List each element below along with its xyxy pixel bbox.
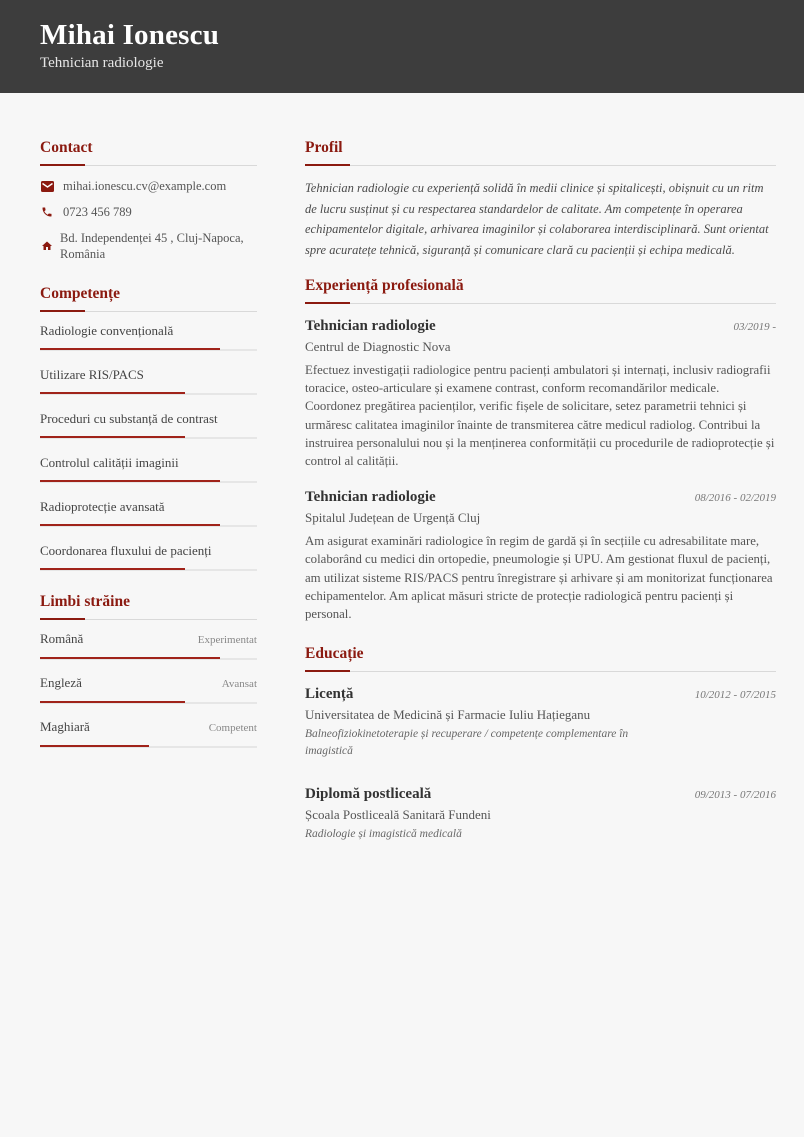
specialization: Balneofiziokinetoterapie și recuperare / competențe complementare în imagistică [305, 728, 629, 758]
mail-icon [40, 178, 54, 194]
skill-bar [40, 436, 257, 439]
education-item [305, 784, 776, 843]
job-role: Tehnician radiologie [305, 318, 436, 334]
skill-bar [40, 524, 257, 527]
skill-label: Proceduri cu substanță de contrast [40, 411, 218, 426]
candidate-title: Tehnician radiologie [40, 55, 164, 71]
section-divider [40, 618, 257, 620]
job-organization: Spitalul Județean de Urgență Cluj [305, 510, 481, 526]
skill-label: Controlul calității imaginii [40, 455, 179, 470]
language-label: Engleză [40, 675, 82, 690]
language-bar [40, 745, 257, 748]
language-level: Competent [208, 722, 257, 734]
experience-section [305, 276, 776, 623]
education-item [305, 684, 776, 760]
section-title: Limbi străine [40, 593, 130, 610]
section-title: Experiență profesională [305, 277, 464, 294]
experience-item [305, 487, 776, 623]
resume-header [0, 0, 804, 93]
contact-section [40, 138, 257, 262]
contact-email[interactable] [40, 178, 257, 194]
degree: Diplomă postliceală [305, 786, 432, 803]
home-icon [40, 238, 54, 254]
skill-bar [40, 348, 257, 351]
contact-address [40, 230, 257, 262]
education-date: 09/2013 - 07/2016 [694, 789, 776, 802]
section-divider [40, 310, 257, 312]
profile-section [305, 138, 776, 260]
language-label: Română [40, 631, 84, 646]
section-title: Contact [40, 139, 93, 156]
profile-text: Tehnician radiologie cu experiență solidă în medii clinice și spitalicești, obișnuit cu un ritm de lucru susținut și cu respectarea standardelor de calitate. Am competențe în operarea echipamentelor digitale, arhivarea imaginilor și colaborarea interdisciplinară. Sunt orientat spre acuratețe tehnică, siguranță și comunicare clară cu pacienții și echipa medicală. [305, 181, 769, 257]
skill-item [40, 542, 257, 586]
language-item [40, 718, 257, 762]
section-divider [40, 164, 257, 166]
section-title: Profil [305, 139, 343, 156]
school: Universitatea de Medicină și Farmacie Iuliu Hațieganu [305, 707, 591, 723]
contact-phone[interactable] [40, 204, 257, 220]
skill-label: Radioprotecție avansată [40, 499, 165, 514]
section-title: Competențe [40, 285, 121, 302]
contact-email-text: mihai.ionescu.cv@example.com [63, 179, 227, 193]
language-label: Maghiară [40, 719, 90, 734]
section-divider [305, 164, 776, 166]
skill-item [40, 498, 257, 542]
skill-bar [40, 480, 257, 483]
language-item [40, 674, 257, 718]
job-date: 03/2019 - [733, 321, 776, 333]
language-level: Avansat [221, 678, 257, 690]
skill-item [40, 322, 257, 366]
skills-section [40, 284, 257, 586]
job-description: Am asigurat examinări radiologice în regim de gardă și în secțiile cu adresabilitate mare, colaborând cu medici din ortopedie, pneumologie și UPU. Am gestionat fluxul de pacienți, am utilizat sisteme RIS/PACS pentru înregistrare și arhivare și am monitorizat funcționarea echipamentelor. Am aplicat măsuri stricte de protecție radiologică pentru pacienți și personal. [305, 534, 773, 622]
language-bar [40, 657, 257, 660]
education-section [305, 644, 776, 843]
degree: Licență [305, 686, 354, 703]
job-organization: Centrul de Diagnostic Nova [305, 339, 451, 354]
language-item [40, 630, 257, 674]
skill-item [40, 454, 257, 498]
job-description: Efectuez investigații radiologice pentru pacienți ambulatori și internați, inclusiv radiografii toracice, osteo-articulare și examene contrast, conform recomandărilor medicale. Coordonez pregătirea pacienților, verific fișele de solicitare, setez parametrii tehnici și urmăresc calitatea imaginilor înainte de transmiterea către medicul radiolog. Contribui la instruirea personalului nou și la menținerea conformității cu procedurile de radioprotecție și control al calității. [305, 363, 775, 469]
languages-section [40, 592, 257, 762]
section-divider [305, 670, 776, 672]
phone-icon [40, 204, 54, 220]
specialization: Radiologie și imagistică medicală [305, 828, 462, 841]
education-date: 10/2012 - 07/2015 [694, 689, 776, 702]
skill-bar [40, 392, 257, 395]
main-content [305, 138, 776, 843]
job-date: 08/2016 - 02/2019 [694, 492, 776, 505]
skill-label: Radiologie convențională [40, 323, 174, 338]
skill-bar [40, 568, 257, 571]
section-title: Educație [305, 645, 364, 663]
experience-item [305, 316, 776, 470]
sidebar [40, 138, 257, 762]
section-divider [305, 302, 776, 304]
job-role: Tehnician radiologie [305, 489, 436, 506]
contact-phone-text: 0723 456 789 [63, 205, 132, 219]
skill-label: Utilizare RIS/PACS [40, 367, 144, 382]
skill-item [40, 366, 257, 410]
skill-item [40, 410, 257, 454]
school: Școala Postliceală Sanitară Fundeni [305, 807, 491, 823]
contact-address-text: Bd. Independenței 45 , Cluj-Napoca, România [60, 231, 244, 261]
candidate-name: Mihai Ionescu [40, 19, 220, 51]
skill-label: Coordonarea fluxului de pacienți [40, 543, 212, 558]
language-level: Experimentat [197, 634, 257, 646]
language-bar [40, 701, 257, 704]
